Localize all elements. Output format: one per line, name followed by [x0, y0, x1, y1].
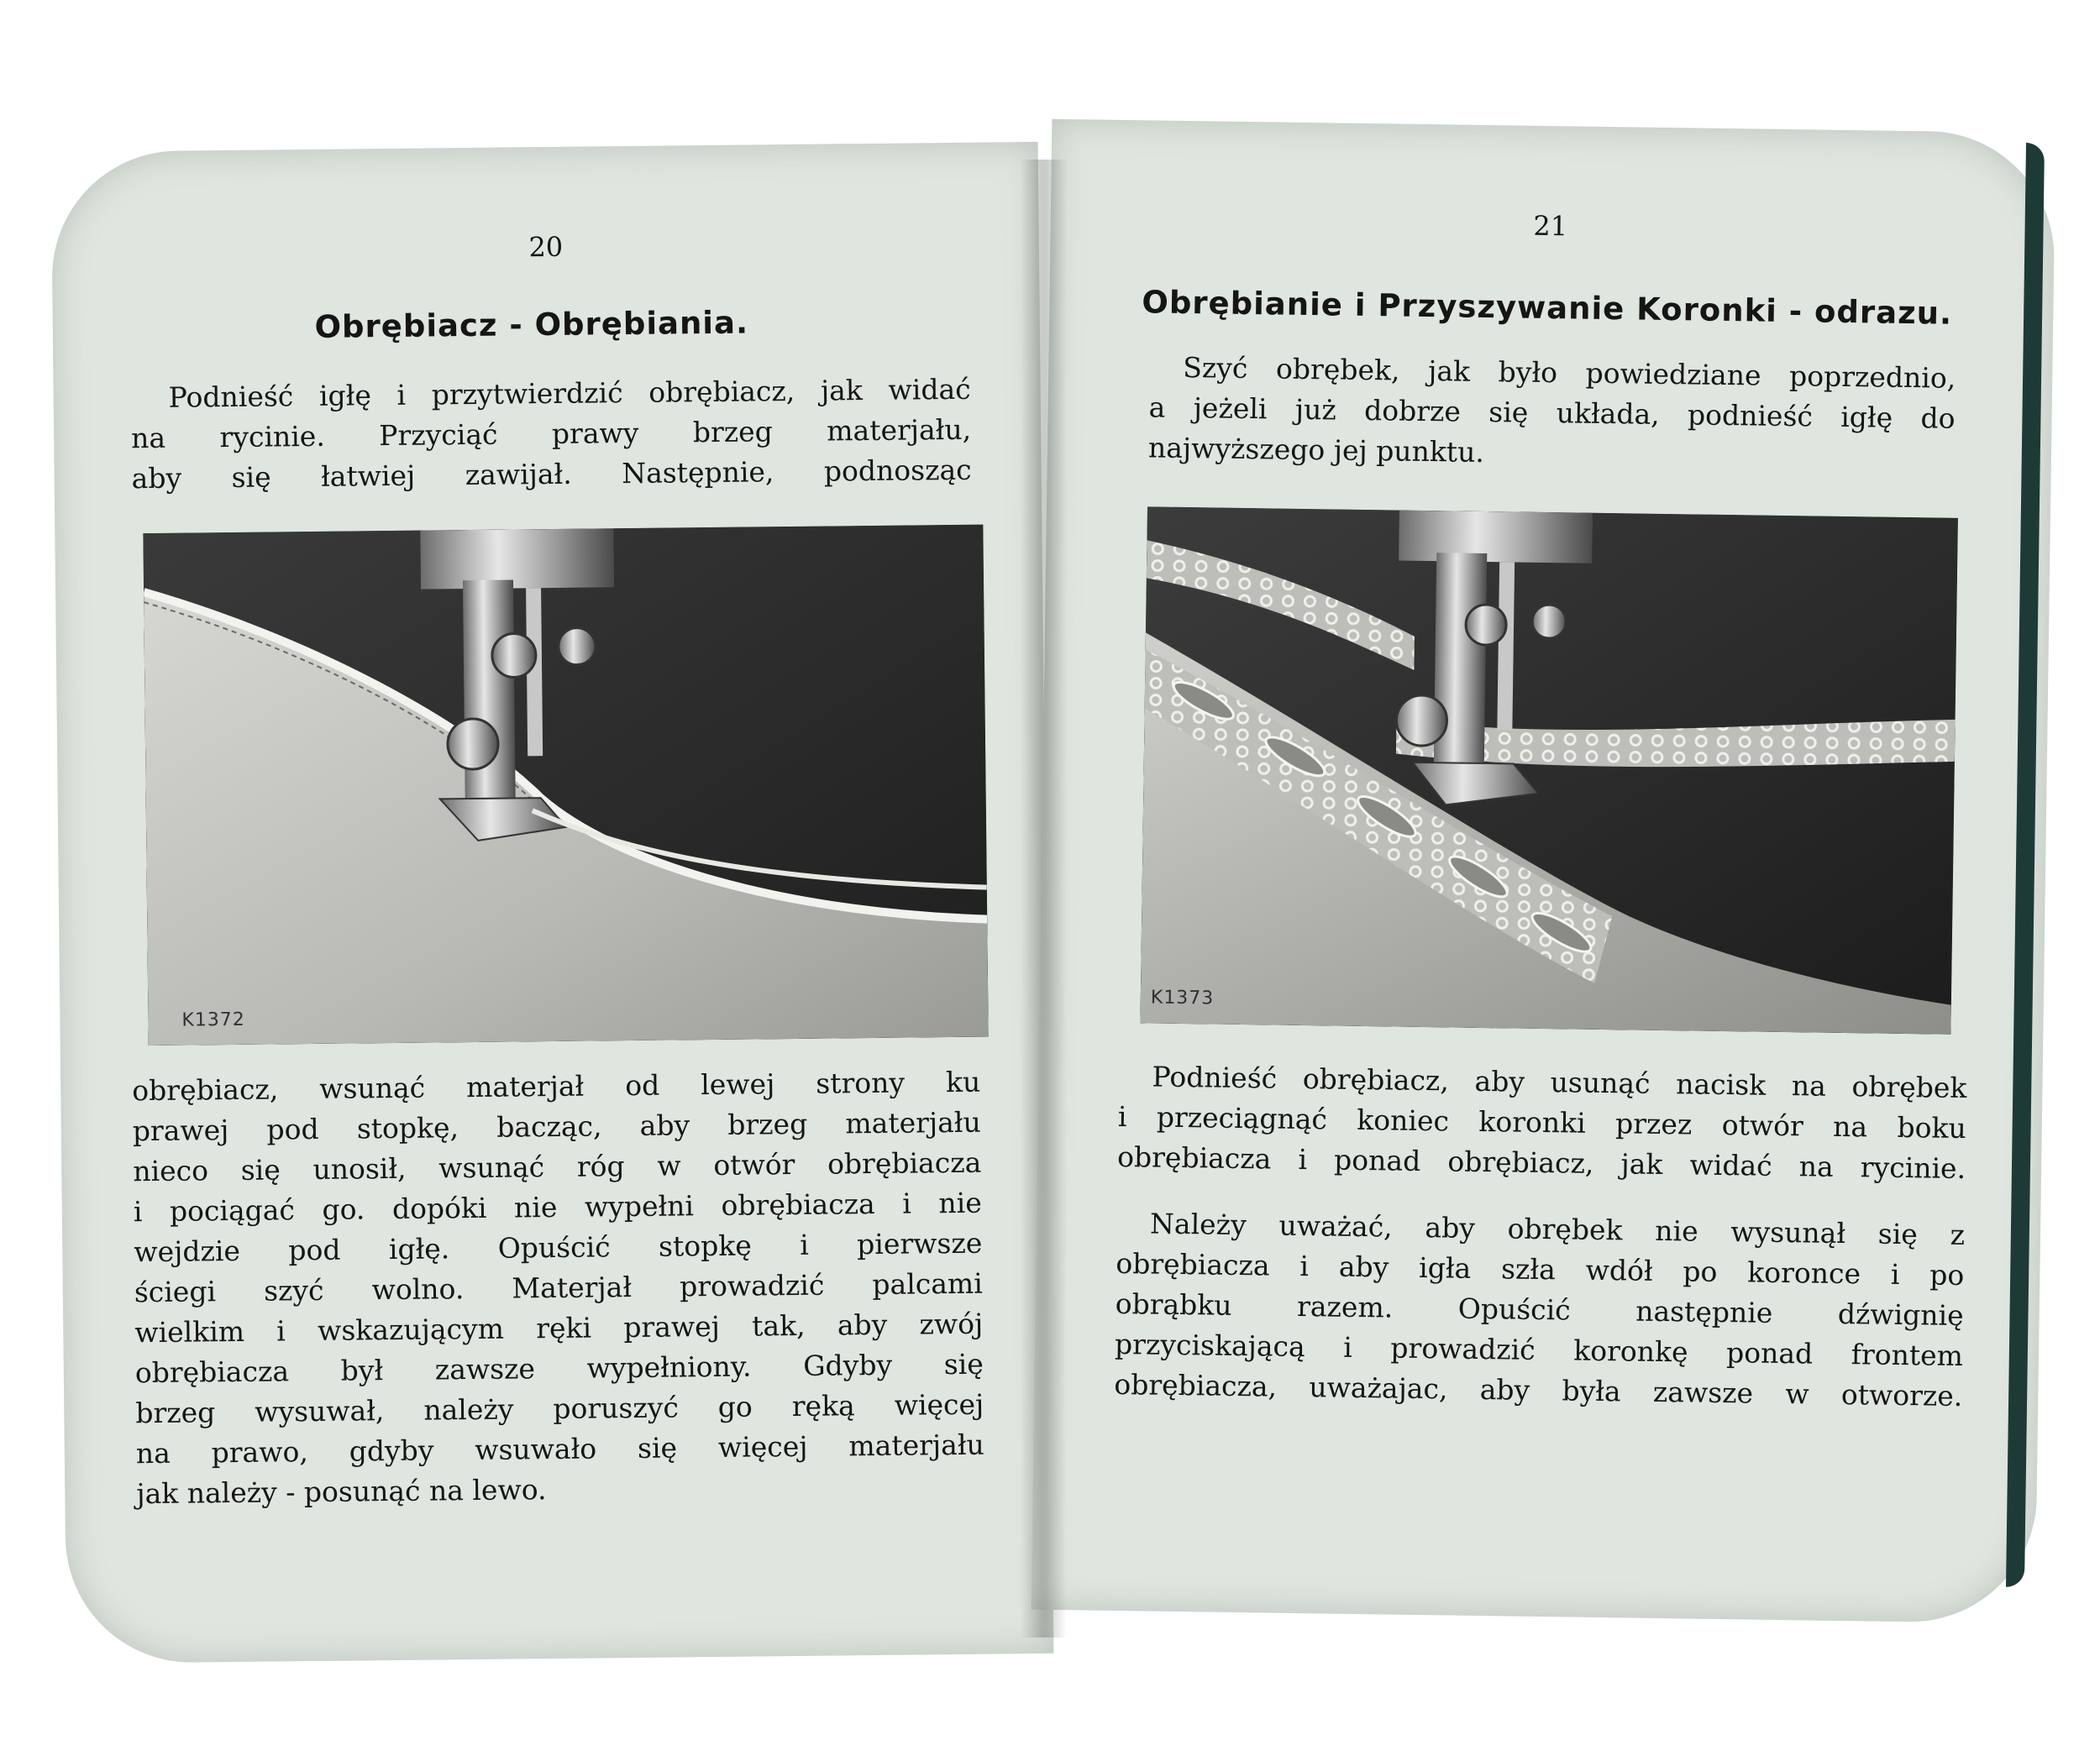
text-line: ściegi szyć wolno. Materjał prowadzić palcami — [134, 1266, 983, 1309]
text-line: Podnieść igłę i przytwierdzić obrębiacz, jak widać — [168, 372, 971, 414]
text-line: Należy uważać, aby obrębek nie wysunął się z — [1149, 1207, 1966, 1252]
page-number: 21 — [1533, 209, 1568, 243]
text-line: obrębiacza i aby igła szła wdół po koronce i po — [1116, 1246, 1965, 1292]
figure-label: K1372 — [181, 1009, 245, 1031]
sewing-machine-hemmer-photo — [143, 525, 988, 1046]
page-number: 20 — [528, 230, 564, 264]
intro-paragraph — [1148, 347, 1956, 479]
text-line: prawej pod stopkę, bacząc, aby brzeg materjału — [132, 1105, 981, 1148]
text-line: obrębiacz, wsunąć materjał od lewej strony ku — [132, 1065, 981, 1108]
text-line: obrębiacza, uważajac, aby była zawsze w otworze. — [1114, 1367, 1963, 1413]
text-line: obrębiacza był zawsze wypełniony. Gdyby się — [134, 1347, 984, 1390]
text-line: na rycinie. Przyciąć prawy brzeg materjału, — [130, 412, 972, 455]
page-heading: Obrębiacz - Obrębiania. — [314, 304, 749, 345]
text-line: wielkim i wskazującym ręki prawej tak, aby zwój — [134, 1307, 984, 1350]
text-line: przyciskającą i prowadzić koronkę ponad frontem — [1114, 1327, 1964, 1373]
intro-paragraph — [130, 369, 971, 499]
text-line: najwyższego jej punktu. — [1147, 431, 1485, 469]
text-line: a jeżeli już dobrze się układa, podnieść igłę do — [1148, 390, 1956, 435]
text-line: i pociągać go. dopóki nie wypełni obrębiacza i nie — [133, 1186, 982, 1229]
text-line: aby się łatwiej zawijał. Następnie, podnosząc — [131, 453, 972, 495]
text-line: wejdzie pod igłę. Opuścić stopkę i pierwsze — [134, 1226, 983, 1269]
right-page — [1032, 119, 2056, 1624]
text-line: brzeg wysuwał, należy poruszyć go ręką więcej — [135, 1387, 984, 1430]
text-line: i przeciągnąć koniec koronki przez otwór na boku — [1117, 1099, 1967, 1145]
hemmer-foot-illustration — [143, 525, 988, 1046]
text-line: jak należy - posunąć na lewo. — [136, 1473, 547, 1511]
page-heading: Obrębianie i Przyszywanie Koronki - odrazu. — [1142, 284, 1953, 332]
paragraph-two — [1114, 1203, 1965, 1417]
text-line: obrębiacza i ponad obrębiacz, jak widać na rycinie. — [1116, 1140, 1966, 1186]
lace-hemming-illustration — [1140, 506, 1957, 1034]
text-line: na prawo, gdyby wsuwało się więcej materjału — [135, 1428, 984, 1470]
figure-label: K1373 — [1150, 987, 1215, 1009]
body-paragraph — [132, 1062, 984, 1515]
paragraph-one — [1117, 1056, 1967, 1189]
sewing-machine-lace-photo — [1140, 506, 1957, 1034]
text-line: nieco się unosił, wsunąć róg w otwór obrębiacza — [133, 1145, 982, 1188]
text-line: Podnieść obrębiacz, aby usunąć nacisk na obrębek — [1152, 1060, 1967, 1105]
left-page — [51, 142, 1054, 1664]
book-gutter — [1021, 160, 1067, 1638]
text-line: Szyć obrębek, jak było powiedziane poprzednio, — [1183, 350, 1956, 395]
text-line: obrąbku razem. Opuścić następnie dźwignię — [1115, 1287, 1964, 1333]
